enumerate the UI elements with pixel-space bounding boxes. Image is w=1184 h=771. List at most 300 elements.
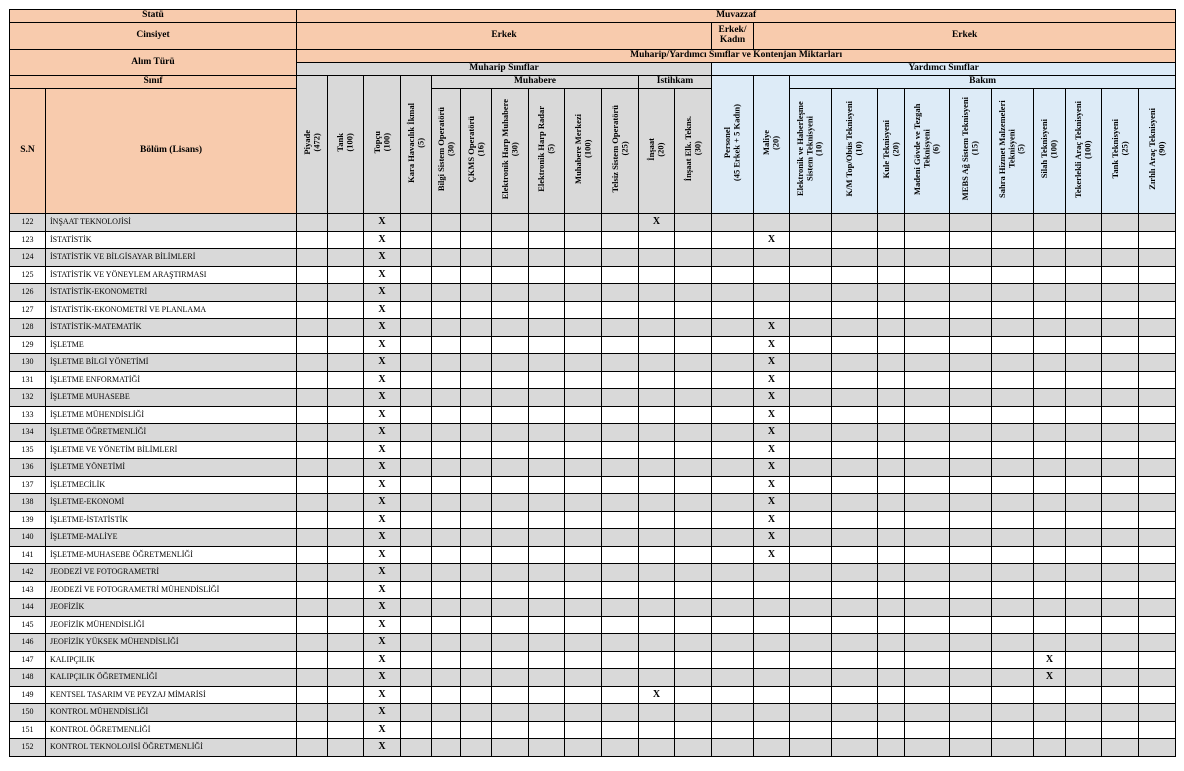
table-row	[10, 424, 1176, 442]
muharip-label: Muharip Sınıflar	[297, 63, 712, 76]
col-header: Kule Teknisyeni (20)	[878, 89, 905, 214]
quota-mark: X	[364, 284, 401, 302]
empty-cell	[712, 494, 754, 512]
row-department: İŞLETME-MUHASEBE ÖĞRETMENLİĞİ	[46, 546, 297, 564]
empty-cell	[1102, 371, 1139, 389]
empty-cell	[1034, 214, 1066, 232]
empty-cell	[832, 389, 878, 407]
empty-cell	[1139, 511, 1176, 529]
empty-cell	[992, 266, 1034, 284]
empty-cell	[675, 721, 712, 739]
empty-cell	[878, 319, 905, 337]
quota-mark: X	[754, 476, 790, 494]
empty-cell	[992, 739, 1034, 757]
empty-cell	[754, 564, 790, 582]
empty-cell	[492, 704, 529, 722]
empty-cell	[492, 651, 529, 669]
empty-cell	[905, 721, 950, 739]
empty-cell	[529, 284, 565, 302]
empty-cell	[754, 284, 790, 302]
table-row	[10, 704, 1176, 722]
empty-cell	[492, 354, 529, 372]
empty-cell	[328, 616, 364, 634]
empty-cell	[992, 476, 1034, 494]
empty-cell	[401, 581, 432, 599]
empty-cell	[565, 721, 602, 739]
empty-cell	[1139, 301, 1176, 319]
empty-cell	[905, 441, 950, 459]
empty-cell	[878, 686, 905, 704]
empty-cell	[790, 214, 832, 232]
quota-mark: X	[754, 424, 790, 442]
empty-cell	[1066, 424, 1102, 442]
empty-cell	[328, 721, 364, 739]
col-header: Tank Teknisyeni (25)	[1102, 89, 1139, 214]
empty-cell	[878, 739, 905, 757]
row-department: İSTATİSTİK	[46, 231, 297, 249]
empty-cell	[754, 721, 790, 739]
empty-cell	[639, 704, 675, 722]
empty-cell	[790, 476, 832, 494]
contingent-title: Muharip/Yardımcı Sınıflar ve Kontenjan Miktarları	[297, 50, 1176, 63]
empty-cell	[1034, 266, 1066, 284]
empty-cell	[297, 284, 328, 302]
row-sn: 136	[10, 459, 46, 477]
empty-cell	[565, 249, 602, 267]
empty-cell	[1034, 494, 1066, 512]
quota-mark: X	[754, 529, 790, 547]
empty-cell	[992, 336, 1034, 354]
empty-cell	[992, 371, 1034, 389]
quota-mark: X	[364, 529, 401, 547]
empty-cell	[328, 494, 364, 512]
empty-cell	[878, 459, 905, 477]
empty-cell	[790, 564, 832, 582]
empty-cell	[1034, 686, 1066, 704]
empty-cell	[790, 459, 832, 477]
quota-mark: X	[754, 319, 790, 337]
empty-cell	[675, 616, 712, 634]
quota-mark: X	[754, 406, 790, 424]
row-department: JEODEZİ VE FOTOGRAMETRİ MÜHENDİSLİĞİ	[46, 581, 297, 599]
empty-cell	[754, 214, 790, 232]
empty-cell	[565, 214, 602, 232]
empty-cell	[992, 231, 1034, 249]
empty-cell	[832, 599, 878, 617]
empty-cell	[950, 319, 992, 337]
row-sn: 143	[10, 581, 46, 599]
empty-cell	[1102, 214, 1139, 232]
col-header: ÇKMS Operatörü (16)	[461, 89, 492, 214]
empty-cell	[492, 284, 529, 302]
empty-cell	[950, 389, 992, 407]
empty-cell	[492, 301, 529, 319]
empty-cell	[878, 214, 905, 232]
row-sn: 125	[10, 266, 46, 284]
empty-cell	[401, 266, 432, 284]
quota-mark: X	[364, 686, 401, 704]
empty-cell	[639, 459, 675, 477]
quota-mark: X	[364, 616, 401, 634]
empty-cell	[1066, 739, 1102, 757]
empty-cell	[1102, 459, 1139, 477]
empty-cell	[529, 319, 565, 337]
empty-cell	[1066, 529, 1102, 547]
empty-cell	[328, 441, 364, 459]
empty-cell	[790, 424, 832, 442]
empty-cell	[297, 651, 328, 669]
empty-cell	[878, 616, 905, 634]
empty-cell	[565, 301, 602, 319]
empty-cell	[432, 599, 461, 617]
row-department: KALIPÇILIK	[46, 651, 297, 669]
sn-header: S.N	[10, 89, 46, 214]
empty-cell	[1139, 214, 1176, 232]
empty-cell	[712, 406, 754, 424]
empty-cell	[712, 231, 754, 249]
empty-cell	[1066, 704, 1102, 722]
empty-cell	[832, 546, 878, 564]
empty-cell	[1139, 441, 1176, 459]
empty-cell	[878, 249, 905, 267]
row-sn: 142	[10, 564, 46, 582]
empty-cell	[1102, 354, 1139, 372]
row-sn: 128	[10, 319, 46, 337]
empty-cell	[401, 214, 432, 232]
empty-cell	[401, 634, 432, 652]
empty-cell	[461, 704, 492, 722]
empty-cell	[675, 336, 712, 354]
empty-cell	[992, 704, 1034, 722]
row-department: İŞLETME YÖNETİMİ	[46, 459, 297, 477]
empty-cell	[1034, 529, 1066, 547]
empty-cell	[950, 581, 992, 599]
empty-cell	[1066, 634, 1102, 652]
quota-mark: X	[364, 301, 401, 319]
empty-cell	[1139, 406, 1176, 424]
empty-cell	[639, 424, 675, 442]
empty-cell	[675, 529, 712, 547]
empty-cell	[492, 494, 529, 512]
empty-cell	[529, 249, 565, 267]
empty-cell	[492, 389, 529, 407]
empty-cell	[1034, 231, 1066, 249]
table-row	[10, 651, 1176, 669]
empty-cell	[565, 704, 602, 722]
quota-mark: X	[639, 214, 675, 232]
empty-cell	[492, 459, 529, 477]
empty-cell	[905, 249, 950, 267]
empty-cell	[639, 231, 675, 249]
empty-cell	[529, 494, 565, 512]
empty-cell	[1034, 336, 1066, 354]
empty-cell	[1066, 721, 1102, 739]
empty-cell	[790, 231, 832, 249]
empty-cell	[878, 529, 905, 547]
row-department: İŞLETME-EKONOMİ	[46, 494, 297, 512]
empty-cell	[675, 406, 712, 424]
empty-cell	[602, 424, 639, 442]
empty-cell	[401, 371, 432, 389]
empty-cell	[297, 546, 328, 564]
empty-cell	[675, 231, 712, 249]
empty-cell	[1034, 354, 1066, 372]
row-department: İSTATİSTİK-MATEMATİK	[46, 319, 297, 337]
empty-cell	[790, 336, 832, 354]
empty-cell	[790, 511, 832, 529]
empty-cell	[1066, 476, 1102, 494]
empty-cell	[401, 739, 432, 757]
table-row	[10, 669, 1176, 687]
empty-cell	[832, 424, 878, 442]
empty-cell	[602, 214, 639, 232]
empty-cell	[1034, 371, 1066, 389]
empty-cell	[529, 739, 565, 757]
empty-cell	[401, 564, 432, 582]
empty-cell	[602, 616, 639, 634]
quota-mark: X	[754, 371, 790, 389]
empty-cell	[832, 441, 878, 459]
empty-cell	[529, 459, 565, 477]
empty-cell	[432, 336, 461, 354]
row-sn: 150	[10, 704, 46, 722]
empty-cell	[712, 669, 754, 687]
empty-cell	[401, 301, 432, 319]
empty-cell	[1034, 319, 1066, 337]
empty-cell	[878, 511, 905, 529]
empty-cell	[565, 406, 602, 424]
empty-cell	[1139, 319, 1176, 337]
empty-cell	[712, 301, 754, 319]
empty-cell	[639, 721, 675, 739]
row-sn: 131	[10, 371, 46, 389]
empty-cell	[401, 669, 432, 687]
row-department: İŞLETME-İSTATİSTİK	[46, 511, 297, 529]
empty-cell	[950, 336, 992, 354]
empty-cell	[565, 686, 602, 704]
table-row	[10, 529, 1176, 547]
empty-cell	[675, 266, 712, 284]
empty-cell	[461, 564, 492, 582]
empty-cell	[1034, 441, 1066, 459]
quota-mark: X	[364, 704, 401, 722]
empty-cell	[461, 511, 492, 529]
empty-cell	[461, 494, 492, 512]
empty-cell	[950, 441, 992, 459]
quota-mark: X	[364, 564, 401, 582]
empty-cell	[950, 476, 992, 494]
empty-cell	[639, 336, 675, 354]
empty-cell	[1139, 389, 1176, 407]
empty-cell	[492, 599, 529, 617]
col-header: Tank (100)	[328, 76, 364, 214]
row-department: KONTROL ÖĞRETMENLİĞİ	[46, 721, 297, 739]
empty-cell	[297, 476, 328, 494]
empty-cell	[602, 529, 639, 547]
empty-cell	[565, 546, 602, 564]
table-row	[10, 721, 1176, 739]
table-row	[10, 336, 1176, 354]
empty-cell	[461, 249, 492, 267]
empty-cell	[1139, 249, 1176, 267]
empty-cell	[602, 704, 639, 722]
empty-cell	[905, 214, 950, 232]
empty-cell	[832, 669, 878, 687]
empty-cell	[492, 231, 529, 249]
empty-cell	[950, 494, 992, 512]
col-header: Maliye (20)	[754, 76, 790, 214]
empty-cell	[328, 511, 364, 529]
empty-cell	[992, 581, 1034, 599]
empty-cell	[1066, 581, 1102, 599]
empty-cell	[712, 336, 754, 354]
empty-cell	[602, 284, 639, 302]
empty-cell	[950, 214, 992, 232]
empty-cell	[328, 669, 364, 687]
col-header: Zırhlı Araç Teknisyeni (90)	[1139, 89, 1176, 214]
empty-cell	[529, 424, 565, 442]
empty-cell	[461, 371, 492, 389]
table-row	[10, 616, 1176, 634]
empty-cell	[602, 511, 639, 529]
table-row	[10, 599, 1176, 617]
empty-cell	[1066, 301, 1102, 319]
empty-cell	[992, 301, 1034, 319]
empty-cell	[492, 424, 529, 442]
empty-cell	[712, 721, 754, 739]
empty-cell	[905, 704, 950, 722]
empty-cell	[461, 599, 492, 617]
empty-cell	[432, 494, 461, 512]
empty-cell	[832, 476, 878, 494]
row-department: KALIPÇILIK ÖĞRETMENLİĞİ	[46, 669, 297, 687]
empty-cell	[832, 564, 878, 582]
empty-cell	[950, 511, 992, 529]
empty-cell	[1066, 354, 1102, 372]
empty-cell	[905, 581, 950, 599]
empty-cell	[1034, 406, 1066, 424]
empty-cell	[878, 476, 905, 494]
empty-cell	[401, 599, 432, 617]
empty-cell	[1139, 634, 1176, 652]
empty-cell	[639, 634, 675, 652]
col-header: Sahra Hizmet Malzemeleri Teknisyeni (5)	[992, 89, 1034, 214]
empty-cell	[297, 564, 328, 582]
quota-mark: X	[364, 231, 401, 249]
empty-cell	[712, 371, 754, 389]
empty-cell	[905, 546, 950, 564]
empty-cell	[297, 529, 328, 547]
empty-cell	[1034, 476, 1066, 494]
empty-cell	[992, 354, 1034, 372]
empty-cell	[565, 371, 602, 389]
empty-cell	[529, 651, 565, 669]
empty-cell	[639, 564, 675, 582]
empty-cell	[790, 494, 832, 512]
cinsiyet-erkek-right: Erkek	[754, 23, 1176, 50]
empty-cell	[602, 721, 639, 739]
empty-cell	[1034, 599, 1066, 617]
empty-cell	[461, 669, 492, 687]
empty-cell	[328, 336, 364, 354]
row-department: İŞLETME ÖĞRETMENLİĞİ	[46, 424, 297, 442]
empty-cell	[432, 266, 461, 284]
empty-cell	[602, 581, 639, 599]
empty-cell	[328, 249, 364, 267]
empty-cell	[461, 231, 492, 249]
cinsiyet-erkek-kadin: Erkek/ Kadın	[712, 23, 754, 50]
empty-cell	[905, 284, 950, 302]
col-header: Tekerlekli Araç Teknisyeni (100)	[1066, 89, 1102, 214]
empty-cell	[832, 634, 878, 652]
empty-cell	[492, 266, 529, 284]
row-department: İNŞAAT TEKNOLOJİSİ	[46, 214, 297, 232]
empty-cell	[992, 441, 1034, 459]
empty-cell	[602, 739, 639, 757]
empty-cell	[790, 354, 832, 372]
empty-cell	[878, 336, 905, 354]
empty-cell	[565, 616, 602, 634]
empty-cell	[565, 476, 602, 494]
empty-cell	[832, 686, 878, 704]
quota-mark: X	[364, 441, 401, 459]
row-sn: 141	[10, 546, 46, 564]
empty-cell	[328, 529, 364, 547]
empty-cell	[461, 319, 492, 337]
empty-cell	[878, 301, 905, 319]
quota-mark: X	[754, 441, 790, 459]
empty-cell	[432, 231, 461, 249]
row-sn: 135	[10, 441, 46, 459]
empty-cell	[602, 319, 639, 337]
empty-cell	[639, 494, 675, 512]
empty-cell	[401, 721, 432, 739]
empty-cell	[1102, 301, 1139, 319]
empty-cell	[328, 266, 364, 284]
empty-cell	[1102, 231, 1139, 249]
empty-cell	[675, 686, 712, 704]
empty-cell	[1102, 319, 1139, 337]
empty-cell	[565, 581, 602, 599]
empty-cell	[1139, 651, 1176, 669]
empty-cell	[639, 406, 675, 424]
empty-cell	[328, 546, 364, 564]
empty-cell	[992, 634, 1034, 652]
empty-cell	[1034, 634, 1066, 652]
row-department: İŞLETME MUHASEBE	[46, 389, 297, 407]
empty-cell	[675, 599, 712, 617]
empty-cell	[754, 739, 790, 757]
empty-cell	[675, 494, 712, 512]
quota-table	[9, 9, 1176, 757]
empty-cell	[1066, 564, 1102, 582]
empty-cell	[832, 494, 878, 512]
row-department: KENTSEL TASARIM VE PEYZAJ MİMARİSİ	[46, 686, 297, 704]
empty-cell	[565, 336, 602, 354]
empty-cell	[950, 651, 992, 669]
empty-cell	[401, 494, 432, 512]
table-row	[10, 634, 1176, 652]
empty-cell	[328, 599, 364, 617]
empty-cell	[905, 616, 950, 634]
empty-cell	[602, 371, 639, 389]
empty-cell	[401, 231, 432, 249]
row-sn: 151	[10, 721, 46, 739]
empty-cell	[1102, 546, 1139, 564]
empty-cell	[675, 669, 712, 687]
empty-cell	[297, 616, 328, 634]
col-header: İnşaat (20)	[639, 89, 675, 214]
